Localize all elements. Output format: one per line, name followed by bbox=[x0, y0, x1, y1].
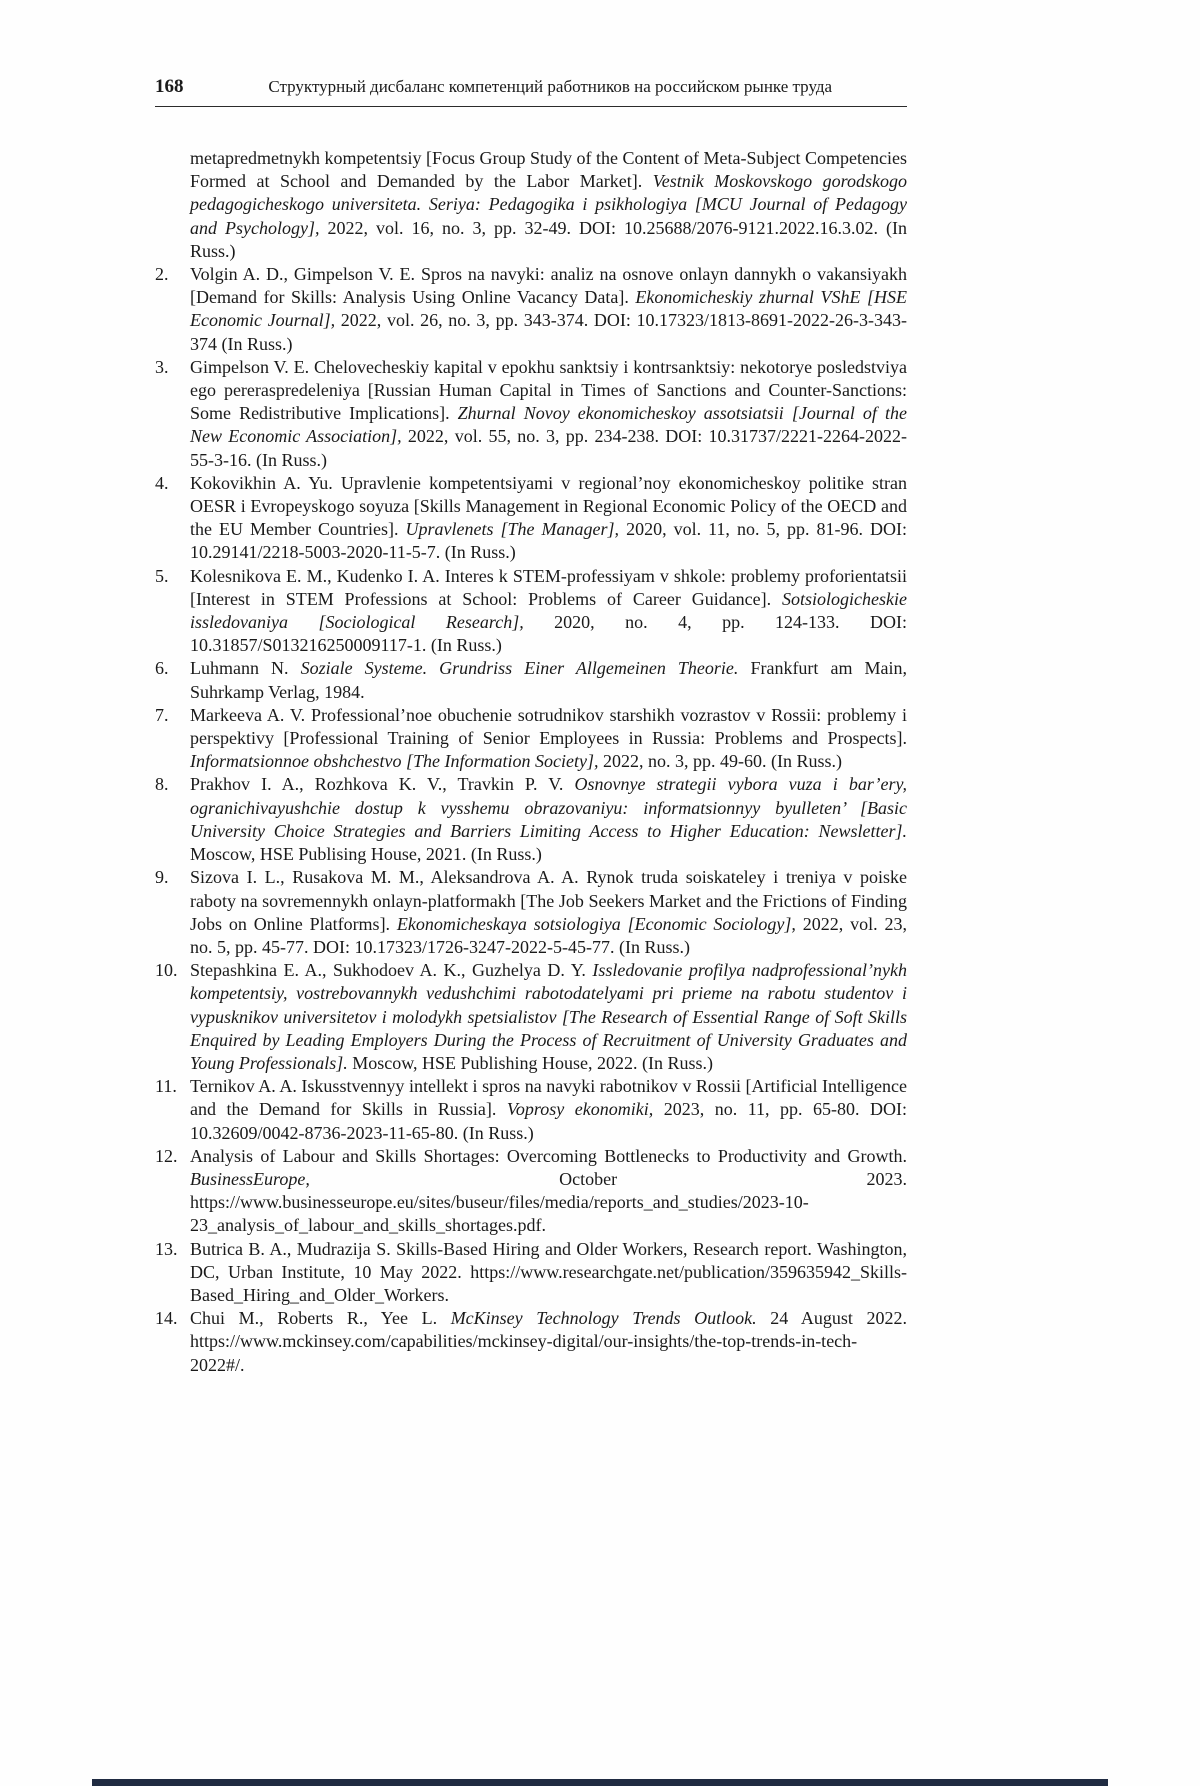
reference-text-segment: Volgin A. D., Gimpelson V. E. Spros na navyki: analiz na osnove onlayn dannykh o vakansiyakh [Demand for Skills: Analysis Using Online Vacancy Data]. bbox=[190, 264, 907, 308]
reference-number: 4. bbox=[155, 472, 169, 493]
reference-text bbox=[190, 657, 907, 703]
reference-number: 12. bbox=[155, 1145, 178, 1166]
reference-source-italic: Issledovanie profilya nadprofessional’nykh kompetentsiy, vostrebovannykh vedushchimi rabotodatelyami pri prieme na rabotu studentov i vypusknikov universitetov i molodykh spetsialistov [The Research of Essential Range of Soft Skills Enquired by Leading Employers During the Process of Recruitment of University Graduates and Young Professionals]. bbox=[190, 960, 908, 1073]
reference-item bbox=[155, 657, 907, 703]
reference-item bbox=[155, 1145, 907, 1238]
page-header bbox=[155, 76, 907, 107]
reference-number bbox=[155, 147, 190, 263]
reference-list bbox=[155, 147, 907, 1377]
page-number: 168 bbox=[155, 76, 184, 97]
reference-text-segment: 2020, vol. 11, no. 5, pp. 81-96. DOI: 10.29141/2218-5003-2020-11-5-7. (In Russ.) bbox=[190, 519, 908, 563]
reference-source-italic: Ekonomicheskaya sotsiologiya [Economic Sociology], bbox=[396, 913, 796, 934]
reference-text-segment: 2022, no. 3, pp. 49-60. (In Russ.) bbox=[598, 751, 842, 772]
reference-text-segment: Gimpelson V. E. Chelovecheskiy kapital v epokhu sanktsiy i kontrsanktsiy: nekotorye posledstviya ego pereraspredeleniya [Russian Human Capital in Times of Sanctions and Counter-Sanctions: Some Redistributive Implications]. bbox=[190, 356, 907, 424]
reference-text bbox=[190, 704, 907, 774]
reference-text-segment: Butrica B. A., Mudrazija S. Skills-Based Hiring and Older Workers, Research report. Washington, DC, Urban Institute, 10 May 2022. https://www.researchgate.net/publication/359635942_Skills-Based_Hiring_and_Older_Workers. bbox=[190, 1238, 907, 1305]
reference-text bbox=[190, 472, 907, 565]
reference-text bbox=[190, 565, 907, 658]
reference-number: 3. bbox=[155, 356, 169, 377]
reference-text bbox=[190, 1307, 907, 1377]
reference-text-segment: metapredmetnykh kompetentsiy [Focus Group Study of the Content of Meta-Subject Competencies Formed at School and Demanded by the Labor Market]. bbox=[190, 148, 907, 192]
reference-text-segment: Ternikov A. A. Iskusstvennyy intellekt i spros na navyki rabotnikov v Rossii [Artificial Intelligence and the Demand for Skills in Russia]. bbox=[190, 1076, 907, 1120]
reference-text bbox=[190, 356, 907, 472]
reference-text bbox=[190, 263, 907, 356]
reference-source-italic: Zhurnal Novoy ekonomicheskoy assotsiatsii [Journal of the New Economic Association], bbox=[190, 403, 907, 447]
reference-text-segment: Sizova I. L., Rusakova M. M., Aleksandrova A. A. Rynok truda soiskateley i treniya v poiske raboty na sovremennykh onlayn-platformakh [The Job Seekers Market and the Frictions of Finding Jobs on Online Platforms]. bbox=[190, 867, 907, 934]
reference-text bbox=[190, 147, 907, 263]
reference-text bbox=[190, 1145, 907, 1238]
reference-text-segment: Kolesnikova E. M., Kudenko I. A. Interes k STEM-professiyam v shkole: problemy proforientatsii [Interest in STEM Professions at School: Problems of Career Guidance]. bbox=[190, 565, 907, 609]
reference-text-segment: Luhmann N. bbox=[190, 658, 301, 679]
reference-item bbox=[155, 1238, 907, 1308]
page-bottom-edge bbox=[92, 1779, 1108, 1786]
reference-source-italic: Informatsionnoe obshchestvo [The Information Society], bbox=[190, 751, 599, 772]
running-head: Структурный дисбаланс компетенций работников на российском рынке труда bbox=[268, 77, 833, 96]
reference-source-italic: Osnovnye strategii vybora vuza i bar’ery, ogranichivayushchie dostup k vysshemu obrazovaniyu: informatsionnyy byulleten’ [Basic University Choice Strategies and Barriers Limiting Access to Higher Education: Newsletter]. bbox=[190, 774, 907, 841]
reference-text-segment: 2023, no. 11, pp. 65-80. DOI: 10.32609/0042-8736-2023-11-65-80. (In Russ.) bbox=[190, 1099, 907, 1143]
reference-item bbox=[155, 356, 907, 472]
reference-text bbox=[190, 866, 907, 959]
reference-number: 2. bbox=[155, 264, 169, 285]
reference-number: 8. bbox=[155, 774, 169, 795]
reference-source-italic: Sotsiologicheskie issledovaniya [Sociological Research], bbox=[190, 588, 907, 633]
reference-text-segment: Stepashkina E. A., Sukhodoev A. K., Guzhelya D. Y. bbox=[190, 960, 593, 981]
reference-item bbox=[155, 472, 907, 565]
reference-text bbox=[190, 959, 907, 1075]
reference-number: 13. bbox=[155, 1238, 178, 1259]
reference-source-italic: McKinsey Technology Trends Outlook. bbox=[450, 1308, 757, 1329]
reference-item bbox=[155, 704, 907, 774]
reference-item-continuation bbox=[155, 147, 907, 263]
reference-item bbox=[155, 959, 907, 1075]
reference-text-segment: 2022, vol. 26, no. 3, pp. 343-374. DOI: 10.17323/1813-8691-2022-26-3-343-374 (In Russ.) bbox=[190, 310, 907, 354]
reference-item bbox=[155, 565, 907, 658]
reference-number: 10. bbox=[155, 960, 178, 981]
reference-text-segment: 2022, vol. 55, no. 3, pp. 234-238. DOI: 10.31737/2221-2264-2022-55-3-16. (In Russ.) bbox=[190, 426, 907, 470]
reference-text-segment: Moscow, HSE Publishing House, 2022. (In Russ.) bbox=[347, 1052, 714, 1073]
reference-source-italic: Upravlenets [The Manager], bbox=[405, 519, 620, 540]
reference-text bbox=[190, 1075, 907, 1145]
reference-item bbox=[155, 1307, 907, 1377]
reference-number: 11. bbox=[155, 1076, 177, 1097]
reference-text-segment: Prakhov I. A., Rozhkova K. V., Travkin P. V. bbox=[190, 774, 575, 795]
reference-number: 5. bbox=[155, 565, 169, 586]
reference-text-segment: Markeeva A. V. Professional’noe obuchenie sotrudnikov starshikh vozrastov v Rossii: problemy i perspektivy [Professional Training of Senior Employees in Russia: Problems and Prospects]. bbox=[190, 704, 907, 749]
reference-number: 6. bbox=[155, 658, 169, 679]
reference-number: 7. bbox=[155, 704, 169, 725]
reference-number: 9. bbox=[155, 867, 169, 888]
reference-text-segment: 2020, no. 4, pp. 124-133. DOI: 10.31857/S013216250009117-1. (In Russ.) bbox=[190, 612, 907, 656]
reference-text-segment: Kokovikhin A. Yu. Upravlenie kompetentsiyami v regional’noy ekonomicheskoy politike stran OESR i Evropeyskogo soyuza [Skills Management in Regional Economic Policy of the OECD and the EU Member Countries]. bbox=[190, 472, 907, 540]
reference-text bbox=[190, 1238, 907, 1308]
reference-text-segment: 2022, vol. 16, no. 3, pp. 32-49. DOI: 10.25688/2076-9121.2022.16.3.02. (In Russ.) bbox=[190, 217, 907, 261]
reference-text-segment: 24 August 2022. https://www.mckinsey.com/capabilities/mckinsey-digital/our-insights/the-top-trends-in-tech-2022#/. bbox=[190, 1308, 908, 1375]
reference-source-italic: Ekonomicheskiy zhurnal VShE [HSE Economic Journal], bbox=[190, 287, 907, 331]
reference-text-segment: Analysis of Labour and Skills Shortages: Overcoming Bottlenecks to Productivity and Growth. bbox=[190, 1145, 907, 1166]
reference-item bbox=[155, 773, 907, 866]
reference-text-segment: Moscow, HSE Publising House, 2021. (In Russ.) bbox=[190, 844, 542, 865]
reference-source-italic: BusinessEurope, bbox=[190, 1168, 310, 1189]
reference-source-italic: Vestnik Moskovskogo gorodskogo pedagogicheskogo universiteta. Seriya: Pedagogika i psikhologiya [MCU Journal of Pedagogy and Psychology], bbox=[190, 171, 907, 238]
reference-number: 14. bbox=[155, 1308, 178, 1329]
text-block bbox=[155, 76, 907, 1377]
reference-text-segment: 2022, vol. 23, no. 5, pp. 45-77. DOI: 10.17323/1726-3247-2022-5-45-77. (In Russ.) bbox=[190, 913, 907, 957]
reference-text-segment: October 2023. https://www.businesseurope.eu/sites/buseur/files/media/reports_and_studies/2023-10-23_analysis_of_labour_and_skills_shortages.pdf. bbox=[190, 1168, 907, 1236]
reference-item bbox=[155, 866, 907, 959]
reference-text bbox=[190, 773, 907, 866]
reference-item bbox=[155, 263, 907, 356]
reference-source-italic: Voprosy ekonomiki, bbox=[506, 1099, 654, 1120]
reference-item bbox=[155, 1075, 907, 1145]
reference-text-segment: Chui M., Roberts R., Yee L. bbox=[190, 1308, 451, 1329]
reference-text-segment: Frankfurt am Main, Suhrkamp Verlag, 1984. bbox=[190, 658, 908, 702]
reference-source-italic: Soziale Systeme. Grundriss Einer Allgemeinen Theorie. bbox=[300, 658, 739, 679]
